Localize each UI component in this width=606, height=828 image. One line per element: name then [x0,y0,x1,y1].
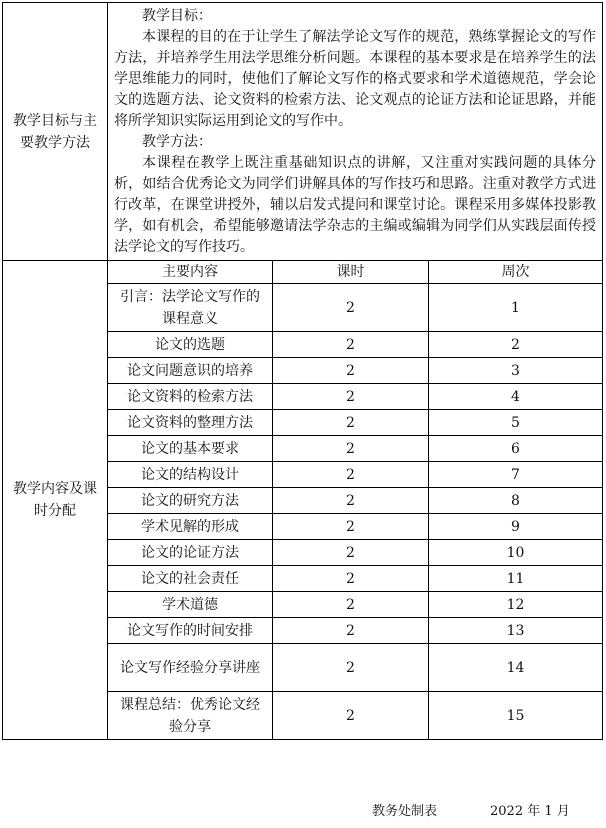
row-week: 3 [429,358,603,384]
table-row [108,436,602,462]
row-week: 15 [429,692,603,740]
row-content: 论文问题意识的培养 [108,358,273,384]
row-week: 2 [429,332,603,358]
row-hours: 2 [273,644,429,692]
syllabus-table [2,2,603,740]
row-hours: 2 [273,540,429,566]
row-hours: 2 [273,410,429,436]
table-row [108,358,602,384]
row-content: 学术见解的形成 [108,514,273,540]
row-week: 10 [429,540,603,566]
row-content: 学术道德 [108,592,273,618]
row-hours: 2 [273,462,429,488]
row-week: 5 [429,410,603,436]
row-hours: 2 [273,284,429,332]
syllabus-document [2,2,603,740]
method-text: 本课程在教学上既注重基础知识点的讲解，又注重对实践问题的具体分析，如结合优秀论文为同学们讲解具体的写作技巧和思路。注重对教学方式进行改革，在课堂讲授外，辅以启发式提问和课堂讨论。课程采用多媒体投影教学，如有机会，希望能够邀请法学杂志的主编或编辑为同学们从实践层面传授法学论文的写作技巧。 [114,155,596,255]
row-week: 4 [429,384,603,410]
row-content: 论文的结构设计 [108,462,273,488]
row-week: 14 [429,644,603,692]
header-week: 周次 [429,261,603,284]
row-content: 论文的研究方法 [108,488,273,514]
row-week: 7 [429,462,603,488]
schedule-table [108,261,602,739]
header-hours: 课时 [273,261,429,284]
row-week: 6 [429,436,603,462]
row-hours: 2 [273,566,429,592]
row-week: 1 [429,284,603,332]
footer-department: 教务处制表 [372,804,438,819]
table-row [108,644,602,692]
table-row [108,540,602,566]
row-week: 8 [429,488,603,514]
row-hours: 2 [273,692,429,740]
table-row [108,332,602,358]
footer-date: 2022 年 1 月 [490,804,570,819]
goals-label-cell [3,3,108,261]
table-row [108,566,602,592]
schedule-content-cell [108,261,603,740]
schedule-row [3,261,603,740]
row-week: 11 [429,566,603,592]
row-content: 论文资料的整理方法 [108,410,273,436]
row-week: 12 [429,592,603,618]
row-hours: 2 [273,488,429,514]
goals-row [3,3,603,261]
row-week: 9 [429,514,603,540]
table-row [108,592,602,618]
table-row [108,462,602,488]
page-footer [0,800,606,820]
goals-label: 教学目标与主要教学方法 [13,112,97,151]
row-content: 论文的论证方法 [108,540,273,566]
table-row [108,488,602,514]
table-row [108,284,602,332]
header-content: 主要内容 [108,261,273,284]
table-row [108,618,602,644]
objective-heading: 教学目标： [142,8,212,24]
row-content: 论文的基本要求 [108,436,273,462]
row-content: 论文写作经验分享讲座 [108,644,273,692]
schedule-header-row [108,261,602,284]
row-content: 引言：法学论文写作的课程意义 [108,284,273,332]
row-hours: 2 [273,618,429,644]
row-content: 论文写作的时间安排 [108,618,273,644]
table-row [108,384,602,410]
row-content: 课程总结：优秀论文经验分享 [108,692,273,740]
row-week: 13 [429,618,603,644]
row-content: 论文资料的检索方法 [108,384,273,410]
row-hours: 2 [273,384,429,410]
row-content: 论文的社会责任 [108,566,273,592]
row-hours: 2 [273,436,429,462]
row-hours: 2 [273,592,429,618]
row-hours: 2 [273,514,429,540]
table-row [108,514,602,540]
schedule-label-cell [3,261,108,740]
row-hours: 2 [273,358,429,384]
table-row [108,410,602,436]
method-heading: 教学方法： [142,134,212,150]
row-hours: 2 [273,332,429,358]
objective-text: 本课程的目的在于让学生了解法学论文写作的规范，熟练掌握论文的写作方法，并培养学生用法学思维分析问题。本课程的基本要求是在培养学生的法学思维能力的同时，使他们了解论文写作的格式要求和学术道德规范，学会论文的选题方法、论文资料的检索方法、论文观点的论证方法和论证思路，并能将所学知识实际运用到论文的写作中。 [114,29,596,129]
row-content: 论文的选题 [108,332,273,358]
table-row [108,692,602,740]
schedule-label: 教学内容及课时分配 [13,481,97,519]
goals-content-cell [108,3,603,261]
